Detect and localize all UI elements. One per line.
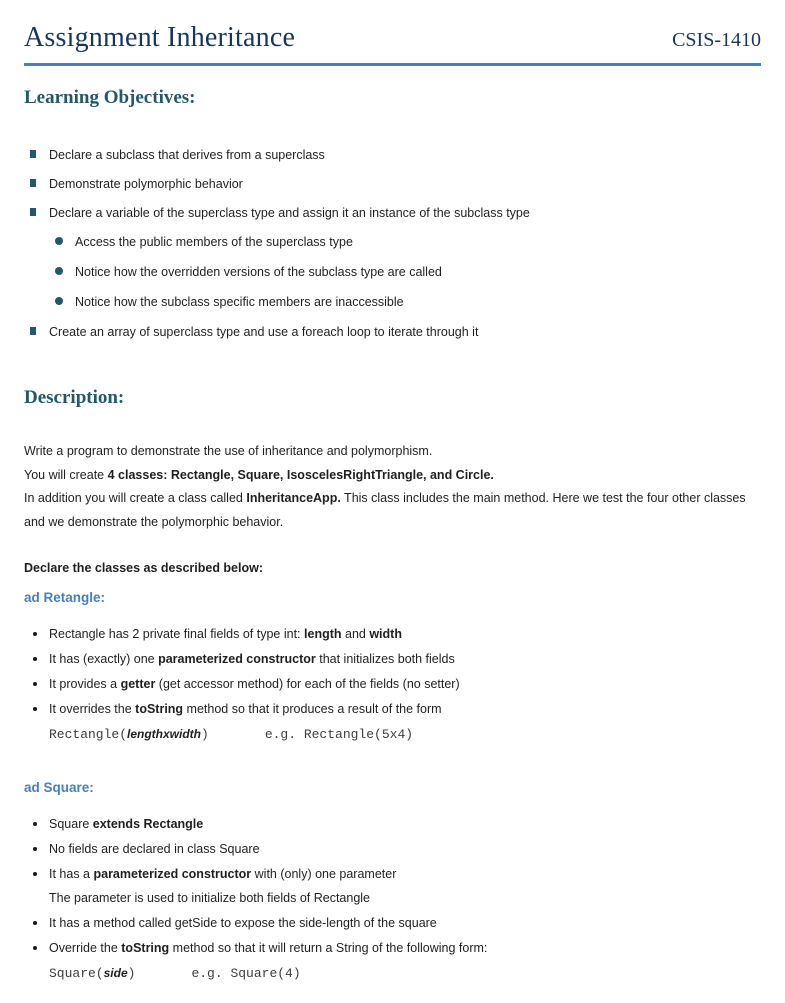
class-bullet-item [24,651,761,668]
text-run: lengthxwidth [127,727,202,741]
text-run: e.g. Square(4) [191,966,301,981]
dot-bullet-icon [33,822,37,826]
text-run: No fields are declared in class Square [49,842,260,856]
class-section-heading: ad Retangle: [24,590,106,605]
dot-bullet-icon [33,707,37,711]
class-section [24,590,761,743]
text-run: getter [120,677,156,691]
objective-text: Demonstrate polymorphic behavior [49,177,243,191]
objective-text: Create an array of superclass type and use a foreach loop to iterate through it [49,325,479,339]
dot-bullet-icon [33,872,37,876]
class-bullet-list [24,816,761,982]
page-title: Assignment Inheritance [24,22,296,53]
text-run: toString [135,702,184,716]
text-run: ) [201,727,209,742]
objective-item [24,263,761,281]
text-run: Rectangle has 2 private final fields of type int: [49,627,305,641]
text-run: method so that it will return a String of the following form: [169,941,488,955]
class-bullet-item [24,701,761,718]
text-run: width [369,627,402,641]
text-run: extends Rectangle [92,817,204,831]
class-bullet-list [24,626,761,743]
circle-bullet-icon [55,267,63,275]
continuation-line [24,890,761,907]
text-run: InheritanceApp. [246,491,341,505]
text-run: parameterized constructor [158,652,316,666]
class-bullet-item [24,841,761,858]
dot-bullet-icon [33,946,37,950]
description-heading: Description: [24,387,125,408]
text-run: Override the [49,941,122,955]
text-run: It has (exactly) one [49,652,159,666]
objective-item [24,323,761,341]
circle-bullet-icon [55,237,63,245]
text-run: Rectangle( [49,727,128,742]
text-run: It overrides the [49,702,136,716]
text-run: You will create [24,467,108,482]
objective-text: Declare a variable of the superclass type and assign it an instance of the subclass type [49,206,530,220]
square-bullet-icon [30,327,36,335]
objective-item [24,175,761,193]
square-bullet-icon [30,179,36,187]
square-bullet-icon [30,150,36,158]
objective-text: Access the public members of the superclass type [75,235,353,249]
declare-classes-line [24,559,761,577]
course-code: CSIS-1410 [672,29,761,51]
class-bullet-item [24,816,761,833]
text-run: Write a program to demonstrate the use of inheritance and polymorphism. [24,444,433,458]
text-run: side [103,966,128,980]
text-run: (get accessor method) for each of the fields (no setter) [155,677,460,691]
objective-item [24,293,761,311]
description-paragraph [24,440,761,464]
circle-bullet-icon [55,297,63,305]
text-run: e.g. Rectangle(5x4) [264,727,414,742]
objective-item [24,233,761,251]
text-run: It provides a [49,677,121,691]
text-run: parameterized constructor [93,867,252,881]
class-section-heading: ad Square: [24,780,94,795]
text-run: This class includes the main method. Here we test the four other classes and we demonstrate the polymorphic behavior. [24,491,746,529]
description-paragraphs [24,440,761,534]
dot-bullet-icon [33,921,37,925]
class-bullet-item [24,866,761,883]
text-run: toString [121,941,170,955]
class-bullet-item [24,915,761,932]
description-paragraph [24,464,761,488]
text-run: In addition you will create a class called [24,491,247,505]
text-run: The parameter is used to initialize both fields of Rectangle [49,891,371,905]
objective-item [24,146,761,164]
class-section [24,780,761,982]
square-bullet-icon [30,208,36,216]
class-bullet-item [24,940,761,957]
class-bullet-item [24,626,761,643]
description-paragraph [24,487,761,534]
text-run: Square( [49,966,104,981]
code-example-line [24,726,761,743]
learning-objectives-list [24,146,761,341]
text-run: It has a method called getSide to expose the side-length of the square [49,916,437,930]
text-run: Declare the classes as described below: [24,561,264,575]
objective-text: Declare a subclass that derives from a superclass [49,148,325,162]
class-sections [24,590,761,982]
text-run: method so that it produces a result of the form [183,702,442,716]
class-bullet-item [24,676,761,693]
text-run: ) [127,966,136,981]
text-run: 4 classes: Rectangle, Square, IsoscelesRightTriangle, and Circle. [107,467,494,482]
dot-bullet-icon [33,632,37,636]
dot-bullet-icon [33,657,37,661]
header-divider [24,63,761,66]
document-header [24,22,761,54]
learning-objectives-heading: Learning Objectives: [24,87,196,108]
dot-bullet-icon [33,847,37,851]
objective-text: Notice how the overridden versions of the subclass type are called [75,265,442,279]
text-run: that initializes both fields [315,652,455,666]
text-run: Square [49,817,93,831]
text-run: length [304,627,342,641]
code-example-line [24,965,761,982]
objective-text: Notice how the subclass specific members are inaccessible [75,295,404,309]
text-run: It has a [49,867,94,881]
dot-bullet-icon [33,682,37,686]
text-run: and [341,627,370,641]
text-run: with (only) one parameter [251,867,397,881]
objective-item [24,204,761,222]
